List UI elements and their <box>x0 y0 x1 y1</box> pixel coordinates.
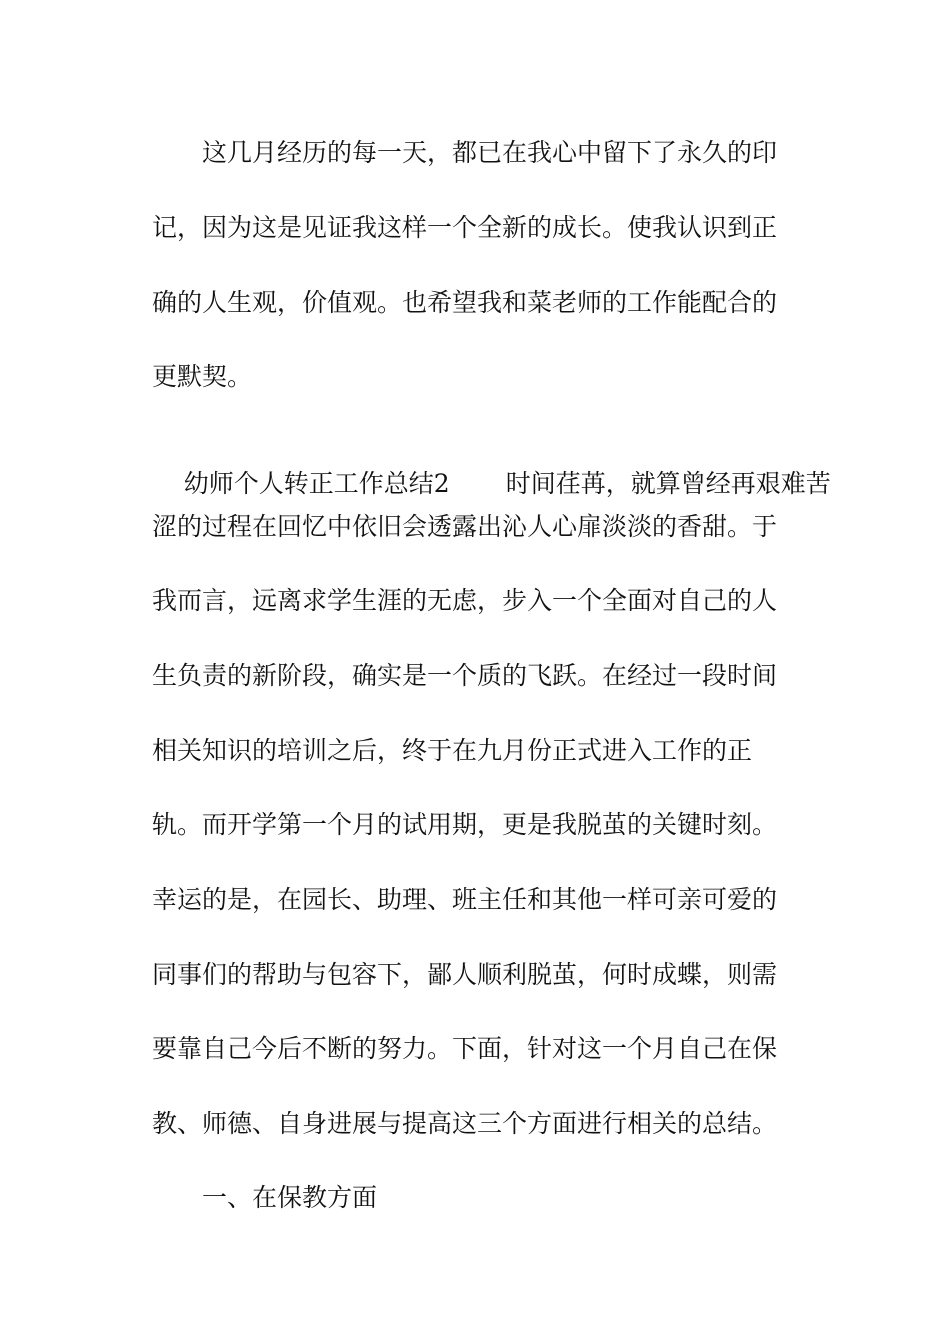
paragraph-line: 要靠自己今后不断的努力。下面，针对这一个月自己在保 <box>152 1034 778 1063</box>
section-title: 幼师个人转正工作总结2 <box>183 469 450 498</box>
paragraph-line: 同事们的帮助与包容下，鄙人顺利脱茧，何时成蝶，则需 <box>152 960 778 989</box>
paragraph-line: 生负责的新阶段，确实是一个质的飞跃。在经过一段时间 <box>152 661 778 690</box>
subheading: 一、在保教方面 <box>202 1183 378 1212</box>
paragraph-line: 记，因为这是见证我这样一个全新的成长。使我认识到正 <box>152 213 778 242</box>
paragraph-line: 时间荏苒，就算曾经再艰难苦 <box>505 469 831 498</box>
paragraph-line: 这几月经历的每一天，都已在我心中留下了永久的印 <box>202 138 778 167</box>
paragraph-line: 幸运的是，在园长、助理、班主任和其他一样可亲可爱的 <box>152 885 778 914</box>
paragraph-line: 轨。而开学第一个月的试用期，更是我脱茧的关键时刻。 <box>152 810 778 839</box>
paragraph-line: 确的人生观，价值观。也希望我和菜老师的工作能配合的 <box>152 288 778 317</box>
paragraph-line: 教、师德、自身进展与提高这三个方面进行相关的总结。 <box>152 1109 778 1138</box>
paragraph-line: 我而言，远离求学生涯的无虑，步入一个全面对自己的人 <box>152 586 778 615</box>
paragraph-line: 更默契。 <box>152 362 253 391</box>
paragraph-line: 涩的过程在回忆中依旧会透露出沁人心扉淡淡的香甜。于 <box>152 512 778 541</box>
paragraph-line: 相关知识的培训之后，终于在九月份正式进入工作的正 <box>152 736 753 765</box>
